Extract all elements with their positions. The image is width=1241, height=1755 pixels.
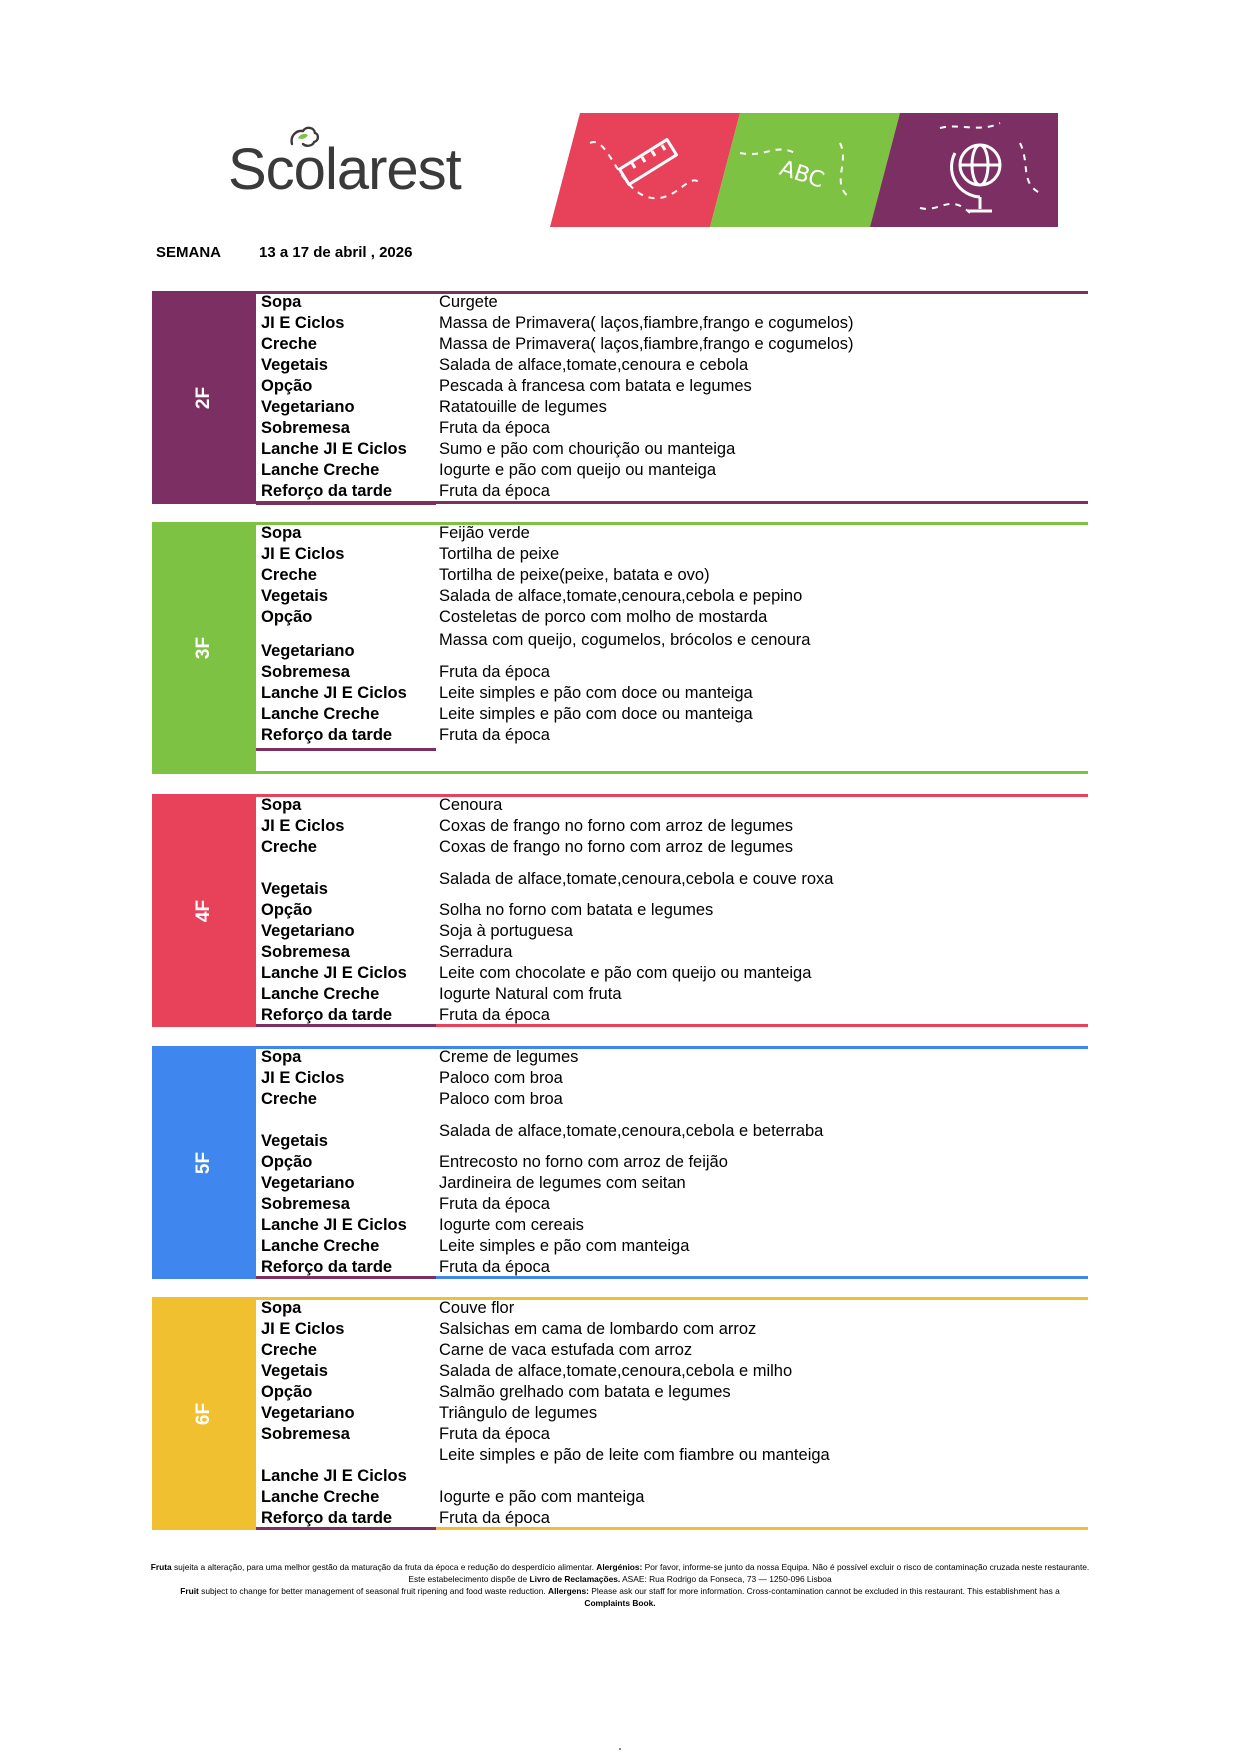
menu-row-value: Leite simples e pão com manteiga — [439, 1237, 690, 1255]
menu-row-value: Fruta da época — [439, 1425, 550, 1443]
menu-row-value: Jardineira de legumes com seitan — [439, 1174, 686, 1192]
menu-row — [152, 1152, 1088, 1173]
menu-row-value: Fruta da época — [439, 1006, 550, 1024]
menu-row — [152, 984, 1088, 1005]
menu-row-value: Creme de legumes — [439, 1048, 579, 1066]
menu-row-label: Opção — [261, 1153, 313, 1171]
menu-row-label: Reforço da tarde — [261, 726, 393, 744]
menu-row-value: Iogurte e pão com manteiga — [439, 1488, 645, 1506]
menu-row-label: Vegetariano — [261, 1174, 355, 1192]
header-banner — [550, 113, 1058, 227]
day-block-6f — [152, 1297, 1088, 1530]
day-code: 4F — [193, 899, 214, 922]
menu-row — [152, 1487, 1088, 1508]
menu-row-label: Creche — [261, 335, 317, 353]
menu-row — [152, 1215, 1088, 1236]
day-block-2f — [152, 291, 1088, 504]
day-code: 5F — [193, 1151, 214, 1174]
menu-row-value: Iogurte com cereais — [439, 1216, 584, 1234]
menu-row-value: Pescada à francesa com batata e legumes — [439, 377, 752, 395]
menu-row-label: Sobremesa — [261, 1425, 350, 1443]
menu-row-label: Vegetariano — [261, 922, 355, 940]
menu-row-label: Reforço da tarde — [261, 1006, 393, 1024]
banner-abc-text: ABC — [776, 155, 828, 194]
menu-row — [152, 683, 1088, 704]
footer-disclaimer — [150, 1561, 1090, 1609]
menu-row-value: Fruta da época — [439, 726, 550, 744]
menu-row-value: Fruta da época — [439, 663, 550, 681]
menu-row-value: Costeletas de porco com molho de mostarda — [439, 608, 768, 626]
menu-row-value: Coxas de frango no forno com arroz de legumes — [439, 817, 794, 835]
menu-row-label: Vegetariano — [261, 642, 355, 660]
menu-row — [152, 1194, 1088, 1215]
menu-row-value: Sumo e pão com chourição ou manteiga — [439, 440, 736, 458]
menu-row-value: Triângulo de legumes — [439, 1404, 598, 1422]
menu-row-label: Vegetariano — [261, 1404, 355, 1422]
menu-row-value: Salsichas em cama de lombardo com arroz — [439, 1320, 757, 1338]
day-block-3f — [152, 522, 1088, 774]
menu-row-label: Reforço da tarde — [261, 1258, 393, 1276]
menu-row-value: Salada de alface,tomate,cenoura,cebola e pepino — [439, 587, 803, 605]
menu-row — [152, 544, 1088, 565]
menu-row — [152, 900, 1088, 921]
menu-row-label: Opção — [261, 377, 313, 395]
menu-row-label: Sobremesa — [261, 943, 350, 961]
menu-row — [152, 607, 1088, 628]
menu-row-label: JI E Ciclos — [261, 1320, 345, 1338]
menu-row-label: Vegetais — [261, 587, 328, 605]
menu-row — [152, 662, 1088, 683]
menu-row-label: Sobremesa — [261, 419, 350, 437]
menu-row-value: Feijão verde — [439, 524, 530, 542]
menu-row-value: Fruta da época — [439, 419, 550, 437]
menu-row — [152, 837, 1088, 858]
menu-row — [152, 704, 1088, 725]
menu-row-value: Leite simples e pão com doce ou manteiga — [439, 705, 753, 723]
menu-row-label: Lanche JI E Ciclos — [261, 964, 407, 982]
menu-row-value: Paloco com broa — [439, 1090, 563, 1108]
menu-row — [152, 1424, 1088, 1445]
menu-row-label: Lanche Creche — [261, 461, 380, 479]
menu-row-label: Sopa — [261, 796, 302, 814]
menu-row-value: Salmão grelhado com batata e legumes — [439, 1383, 731, 1401]
scolarest-logo — [228, 130, 498, 202]
day-code: 2F — [193, 386, 214, 409]
page-mark — [619, 1748, 621, 1750]
menu-row-label: Vegetais — [261, 880, 328, 898]
menu-row-value: Fruta da época — [439, 1258, 550, 1276]
menu-row-value: Salada de alface,tomate,cenoura,cebola e beterraba — [439, 1122, 824, 1140]
menu-row — [152, 1361, 1088, 1382]
menu-row — [152, 1403, 1088, 1424]
footer-pt: Fruta sujeita a alteração, para uma melhor gestão da maturação da fruta da época e redução do desperdício alimentar. Alergénios: Por favor, informe-se junto da nossa Equipa. Não é possível excluir o risco de contaminação cruzada neste restaurante. Este estabelecimento dispõe de Livro de Reclamações. ASAE: Rua Rodrigo da Fonseca, 73 — 1250-096 Lisboa — [150, 1562, 1090, 1584]
menu-row — [152, 418, 1088, 439]
menu-row — [152, 631, 1088, 662]
menu-row-label: Lanche JI E Ciclos — [261, 1216, 407, 1234]
menu-row-label: Opção — [261, 608, 313, 626]
week-label: SEMANA — [156, 244, 222, 261]
menu-row-label: Sopa — [261, 1299, 302, 1317]
menu-row-label: Sobremesa — [261, 663, 350, 681]
menu-row — [152, 565, 1088, 586]
menu-row-value: Fruta da época — [439, 482, 550, 500]
menu-row-value: Tortilha de peixe(peixe, batata e ovo) — [439, 566, 710, 584]
menu-row-label: Vegetais — [261, 1132, 328, 1150]
menu-row — [152, 586, 1088, 607]
menu-row-label: Lanche Creche — [261, 705, 380, 723]
menu-row — [152, 1236, 1088, 1257]
menu-row — [152, 523, 1088, 544]
menu-row-value: Curgete — [439, 293, 498, 311]
menu-row — [152, 481, 1088, 502]
menu-row-label: Sopa — [261, 524, 302, 542]
label-column-rule — [256, 502, 436, 505]
menu-row-label: Lanche JI E Ciclos — [261, 1467, 407, 1485]
menu-row-value: Salada de alface,tomate,cenoura e cebola — [439, 356, 749, 374]
menu-row-label: Creche — [261, 1090, 317, 1108]
menu-row-value: Solha no forno com batata e legumes — [439, 901, 714, 919]
menu-row-label: Creche — [261, 566, 317, 584]
menu-row-value: Serradura — [439, 943, 513, 961]
menu-row — [152, 397, 1088, 418]
menu-row-label: Lanche Creche — [261, 1488, 380, 1506]
menu-row-value: Massa com queijo, cogumelos, brócolos e cenoura — [439, 631, 811, 649]
week-dates: 13 a 17 de abril , 2026 — [259, 244, 413, 261]
menu-row-label: Sopa — [261, 1048, 302, 1066]
menu-row-label: Vegetais — [261, 1362, 328, 1380]
menu-row-value: Paloco com broa — [439, 1069, 563, 1087]
menu-row-label: JI E Ciclos — [261, 545, 345, 563]
menu-row-value: Tortilha de peixe — [439, 545, 560, 563]
menu-row — [152, 1089, 1088, 1110]
menu-row — [152, 1173, 1088, 1194]
brand-name: Scolarest — [228, 137, 461, 202]
menu-row — [152, 313, 1088, 334]
menu-row-value: Massa de Primavera( laços,fiambre,frango e cogumelos) — [439, 335, 854, 353]
day-bottom-rule — [256, 771, 1088, 774]
menu-row — [152, 1382, 1088, 1403]
menu-row — [152, 725, 1088, 746]
label-column-rule — [256, 748, 436, 751]
menu-row-label: Opção — [261, 1383, 313, 1401]
menu-row — [152, 439, 1088, 460]
menu-row-value: Iogurte Natural com fruta — [439, 985, 622, 1003]
menu-row-label: JI E Ciclos — [261, 817, 345, 835]
menu-row — [152, 942, 1088, 963]
menu-row-value: Leite simples e pão com doce ou manteiga — [439, 684, 753, 702]
menu-row — [152, 1298, 1088, 1319]
menu-row-label: Creche — [261, 1341, 317, 1359]
menu-row-label: JI E Ciclos — [261, 314, 345, 332]
menu-row — [152, 1005, 1088, 1026]
menu-row-value: Fruta da época — [439, 1509, 550, 1527]
menu-row — [152, 816, 1088, 837]
menu-row-label: Vegetariano — [261, 398, 355, 416]
menu-row-value: Massa de Primavera( laços,fiambre,frango e cogumelos) — [439, 314, 854, 332]
menu-row — [152, 355, 1088, 376]
day-block-5f — [152, 1046, 1088, 1279]
menu-row — [152, 292, 1088, 313]
menu-row-value: Salada de alface,tomate,cenoura,cebola e milho — [439, 1362, 793, 1380]
footer-en: Fruit subject to change for better management of seasonal fruit ripening and food waste reduction. Allergens: Please ask our staff for more information. Cross-contamination cannot be excluded in this restaurant. This establishment has a Complaints Book. — [180, 1586, 1060, 1608]
menu-row — [152, 1047, 1088, 1068]
menu-row-label: Vegetais — [261, 356, 328, 374]
menu-row-value: Leite com chocolate e pão com queijo ou manteiga — [439, 964, 812, 982]
menu-row-value: Entrecosto no forno com arroz de feijão — [439, 1153, 728, 1171]
menu-row-value: Carne de vaca estufada com arroz — [439, 1341, 693, 1359]
menu-row — [152, 795, 1088, 816]
menu-row-label: Lanche JI E Ciclos — [261, 440, 407, 458]
menu-row-value: Ratatouille de legumes — [439, 398, 607, 416]
menu-row — [152, 460, 1088, 481]
menu-row — [152, 1319, 1088, 1340]
menu-row — [152, 1340, 1088, 1361]
menu-row — [152, 1122, 1088, 1152]
menu-row-value: Cenoura — [439, 796, 503, 814]
menu-row-value: Soja à portuguesa — [439, 922, 573, 940]
menu-row-label: Sopa — [261, 293, 302, 311]
menu-row-label: Creche — [261, 838, 317, 856]
menu-row-value: Salada de alface,tomate,cenoura,cebola e couve roxa — [439, 870, 834, 888]
menu-row-value: Couve flor — [439, 1299, 515, 1317]
menu-row — [152, 334, 1088, 355]
menu-row-value: Coxas de frango no forno com arroz de legumes — [439, 838, 794, 856]
menu-row-label: Opção — [261, 901, 313, 919]
menu-row-label: Lanche Creche — [261, 1237, 380, 1255]
menu-row — [152, 870, 1088, 900]
menu-row-label: Reforço da tarde — [261, 1509, 393, 1527]
menu-row-label: JI E Ciclos — [261, 1069, 345, 1087]
menu-row — [152, 1446, 1088, 1487]
menu-row — [152, 921, 1088, 942]
menu-row-value: Fruta da época — [439, 1195, 550, 1213]
menu-row-label: Reforço da tarde — [261, 482, 393, 500]
menu-row — [152, 963, 1088, 984]
menu-row — [152, 1068, 1088, 1089]
menu-row-label: Lanche JI E Ciclos — [261, 684, 407, 702]
menu-row — [152, 1508, 1088, 1529]
day-code: 3F — [193, 636, 214, 660]
menu-row-label: Lanche Creche — [261, 985, 380, 1003]
menu-row — [152, 376, 1088, 397]
day-block-4f — [152, 794, 1088, 1027]
day-code: 6F — [193, 1402, 214, 1425]
menu-row-value: Iogurte e pão com queijo ou manteiga — [439, 461, 717, 479]
menu-row-label: Sobremesa — [261, 1195, 350, 1213]
menu-row — [152, 1257, 1088, 1278]
menu-row-value: Leite simples e pão de leite com fiambre ou manteiga — [439, 1446, 830, 1464]
